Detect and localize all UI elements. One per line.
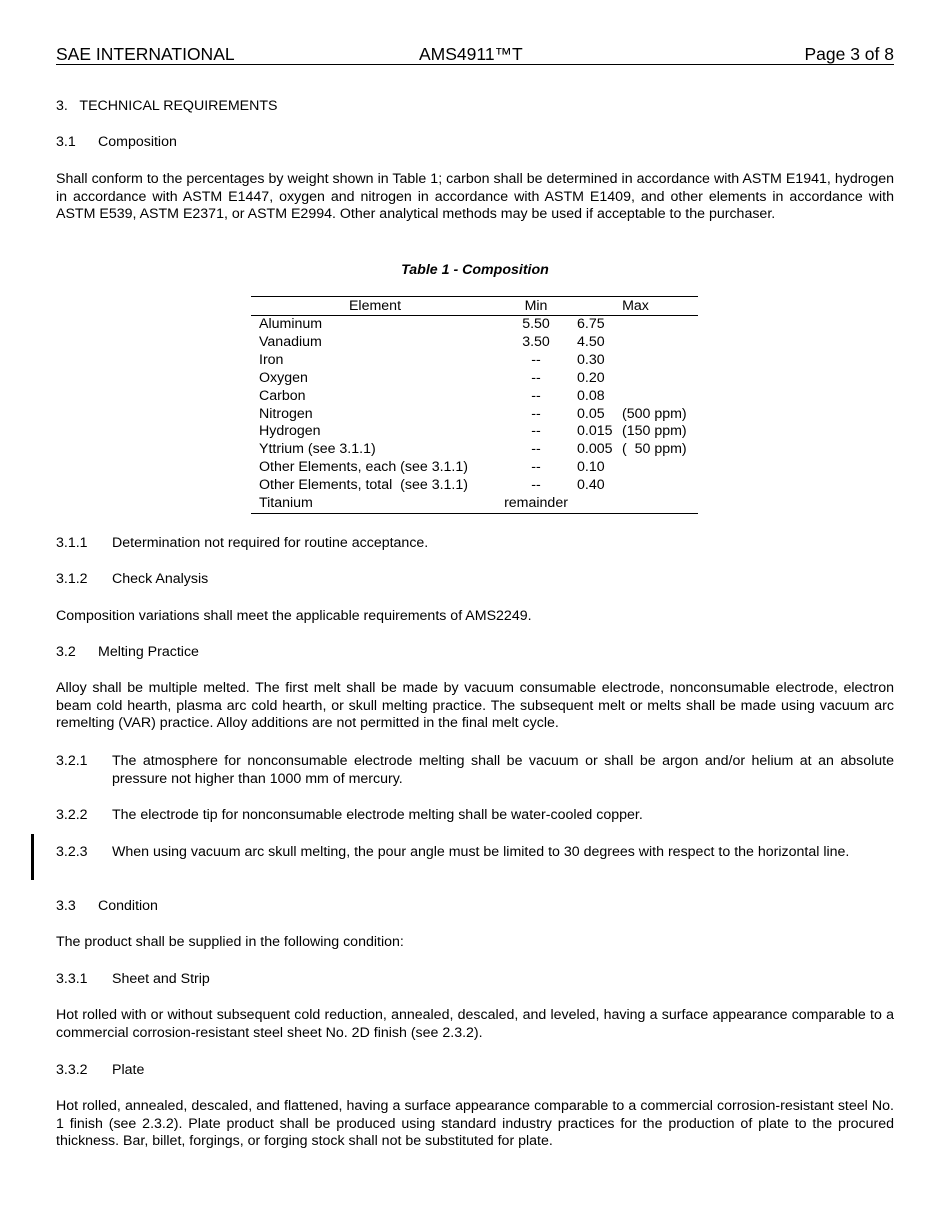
cell-max: 0.005 xyxy=(577,441,613,458)
cell-max: 0.08 xyxy=(577,387,605,404)
header-organization: SAE INTERNATIONAL xyxy=(56,44,235,64)
table-1-title: Table 1 - Composition xyxy=(401,262,549,278)
section-3-1-2-title: Check Analysis xyxy=(112,571,209,587)
table-row xyxy=(251,459,698,477)
section-3-2-body: Alloy shall be multiple melted. The first melt shall be made by vacuum consumable electrode, nonconsumable electrode, electron beam cold hearth, plasma arc cold hearth, or skull melting practice. The subsequent melt or melts shall be made using vacuum arc remelting (VAR) practice. Alloy additions are not permitted in the final melt cycle. xyxy=(56,680,894,731)
table-row xyxy=(251,388,698,406)
cell-max: 0.30 xyxy=(577,351,605,368)
section-3-1-1-text: Determination not required for routine acceptance. xyxy=(112,535,429,551)
cell-note xyxy=(622,370,698,388)
cell-element: Other Elements, total (see 3.1.1) xyxy=(259,477,468,494)
cell-min: remainder xyxy=(504,495,568,512)
section-3-2-1-text: The atmosphere for nonconsumable electrode melting shall be vacuum or shall be argon and/or helium at an absolute pressure not higher than 1000 mm of mercury. xyxy=(112,753,894,787)
section-3-3-1-number: 3.3.1 xyxy=(56,971,88,987)
section-3-3-1-body: Hot rolled with or without subsequent cold reduction, annealed, descaled, and leveled, having a surface appearance comparable to a commercial corrosion-resistant steel sheet No. 2D finish (see 2.3.2). xyxy=(56,1007,894,1041)
cell-element: Aluminum xyxy=(259,316,323,332)
cell-min: -- xyxy=(531,405,541,422)
table-header-row xyxy=(251,297,698,316)
cell-element: Yttrium (see 3.1.1) xyxy=(259,441,376,458)
section-3-2-2-number: 3.2.2 xyxy=(56,807,88,823)
cell-min: -- xyxy=(531,459,541,476)
cell-min: -- xyxy=(531,423,541,440)
cell-note xyxy=(622,477,698,495)
cell-note: ( 50 ppm) xyxy=(622,441,687,458)
section-3-2-1-number: 3.2.1 xyxy=(56,753,88,769)
cell-element: Iron xyxy=(259,351,284,368)
cell-max: 0.015 xyxy=(577,423,613,440)
cell-note xyxy=(622,459,698,477)
section-3-3-body: The product shall be supplied in the following condition: xyxy=(56,934,404,950)
cell-min: 3.50 xyxy=(522,333,550,350)
table-row xyxy=(251,334,698,352)
cell-max: 0.40 xyxy=(577,477,605,494)
cell-note xyxy=(622,388,698,406)
header-document-number: AMS4911™T xyxy=(419,44,523,64)
cell-element: Other Elements, each (see 3.1.1) xyxy=(259,459,468,476)
section-3-3-2-body: Hot rolled, annealed, descaled, and flattened, having a surface appearance comparable to a commercial corrosion-resistant steel No. 1 finish (see 2.3.2). Plate product shall be produced using standard industry practices for the production of plate to the procured thickness. Bar, billet, forgings, or forging stock shall not be substituted for plate. xyxy=(56,1098,894,1149)
revision-change-bar xyxy=(31,834,34,880)
section-3-1-number: 3.1 xyxy=(56,134,76,150)
column-header-element: Element xyxy=(251,297,499,316)
cell-element: Oxygen xyxy=(259,369,308,386)
section-3-2-3-text: When using vacuum arc skull melting, the pour angle must be limited to 30 degrees with respect to the horizontal line. xyxy=(112,844,850,860)
cell-note xyxy=(622,352,698,370)
section-3-2-2-text: The electrode tip for nonconsumable electrode melting shall be water-cooled copper. xyxy=(112,807,643,823)
page-header xyxy=(56,44,894,65)
cell-max: 0.10 xyxy=(577,459,605,476)
column-header-max: Max xyxy=(573,297,698,316)
cell-element: Nitrogen xyxy=(259,405,313,422)
section-3-2-title: Melting Practice xyxy=(98,644,199,660)
table-row xyxy=(251,441,698,459)
cell-note: (500 ppm) xyxy=(622,405,687,422)
cell-element: Hydrogen xyxy=(259,423,321,440)
composition-table xyxy=(251,296,698,514)
cell-note xyxy=(622,495,698,513)
section-3-3-1-title: Sheet and Strip xyxy=(112,971,210,987)
section-3-3-title: Condition xyxy=(98,898,158,914)
section-3-1-title: Composition xyxy=(98,134,177,150)
table-row xyxy=(251,477,698,495)
table-row xyxy=(251,352,698,370)
section-3-3-2-title: Plate xyxy=(112,1062,145,1078)
cell-element: Titanium xyxy=(259,495,313,512)
section-3-1-body: Shall conform to the percentages by weight shown in Table 1; carbon shall be determined in accordance with ASTM E1941, hydrogen in accordance with ASTM E1447, oxygen and nitrogen in accordance with ASTM E1409, and other elements in accordance with ASTM E539, ASTM E2371, or ASTM E2994. Other analytical methods may be used if acceptable to the purchaser. xyxy=(56,171,894,222)
cell-element: Carbon xyxy=(259,387,306,404)
section-3-3-number: 3.3 xyxy=(56,898,76,914)
section-3-1-2-number: 3.1.2 xyxy=(56,571,88,587)
cell-max: 0.05 xyxy=(577,405,605,422)
cell-min: -- xyxy=(531,351,541,368)
section-3-heading: 3. TECHNICAL REQUIREMENTS xyxy=(56,98,278,114)
cell-max xyxy=(573,495,622,513)
cell-element: Vanadium xyxy=(259,333,322,350)
cell-note xyxy=(622,334,698,352)
cell-min: -- xyxy=(531,477,541,494)
cell-max: 0.20 xyxy=(577,369,605,386)
cell-note xyxy=(622,316,698,334)
header-page-number: Page 3 of 8 xyxy=(804,44,894,64)
column-header-min: Min xyxy=(499,297,573,316)
table-row xyxy=(251,316,698,334)
table-row xyxy=(251,370,698,388)
section-3-2-number: 3.2 xyxy=(56,644,76,660)
cell-min: -- xyxy=(531,441,541,458)
section-3-1-2-body: Composition variations shall meet the applicable requirements of AMS2249. xyxy=(56,608,532,624)
cell-max: 6.75 xyxy=(577,316,605,332)
table-row xyxy=(251,423,698,441)
table-row xyxy=(251,495,698,513)
table-row xyxy=(251,406,698,424)
cell-note: (150 ppm) xyxy=(622,423,687,440)
section-3-3-2-number: 3.3.2 xyxy=(56,1062,88,1078)
section-3-1-1-number: 3.1.1 xyxy=(56,535,88,551)
cell-max: 4.50 xyxy=(577,333,605,350)
cell-min: -- xyxy=(531,387,541,404)
cell-min: -- xyxy=(531,369,541,386)
section-3-2-3-number: 3.2.3 xyxy=(56,844,88,860)
cell-min: 5.50 xyxy=(522,316,550,332)
